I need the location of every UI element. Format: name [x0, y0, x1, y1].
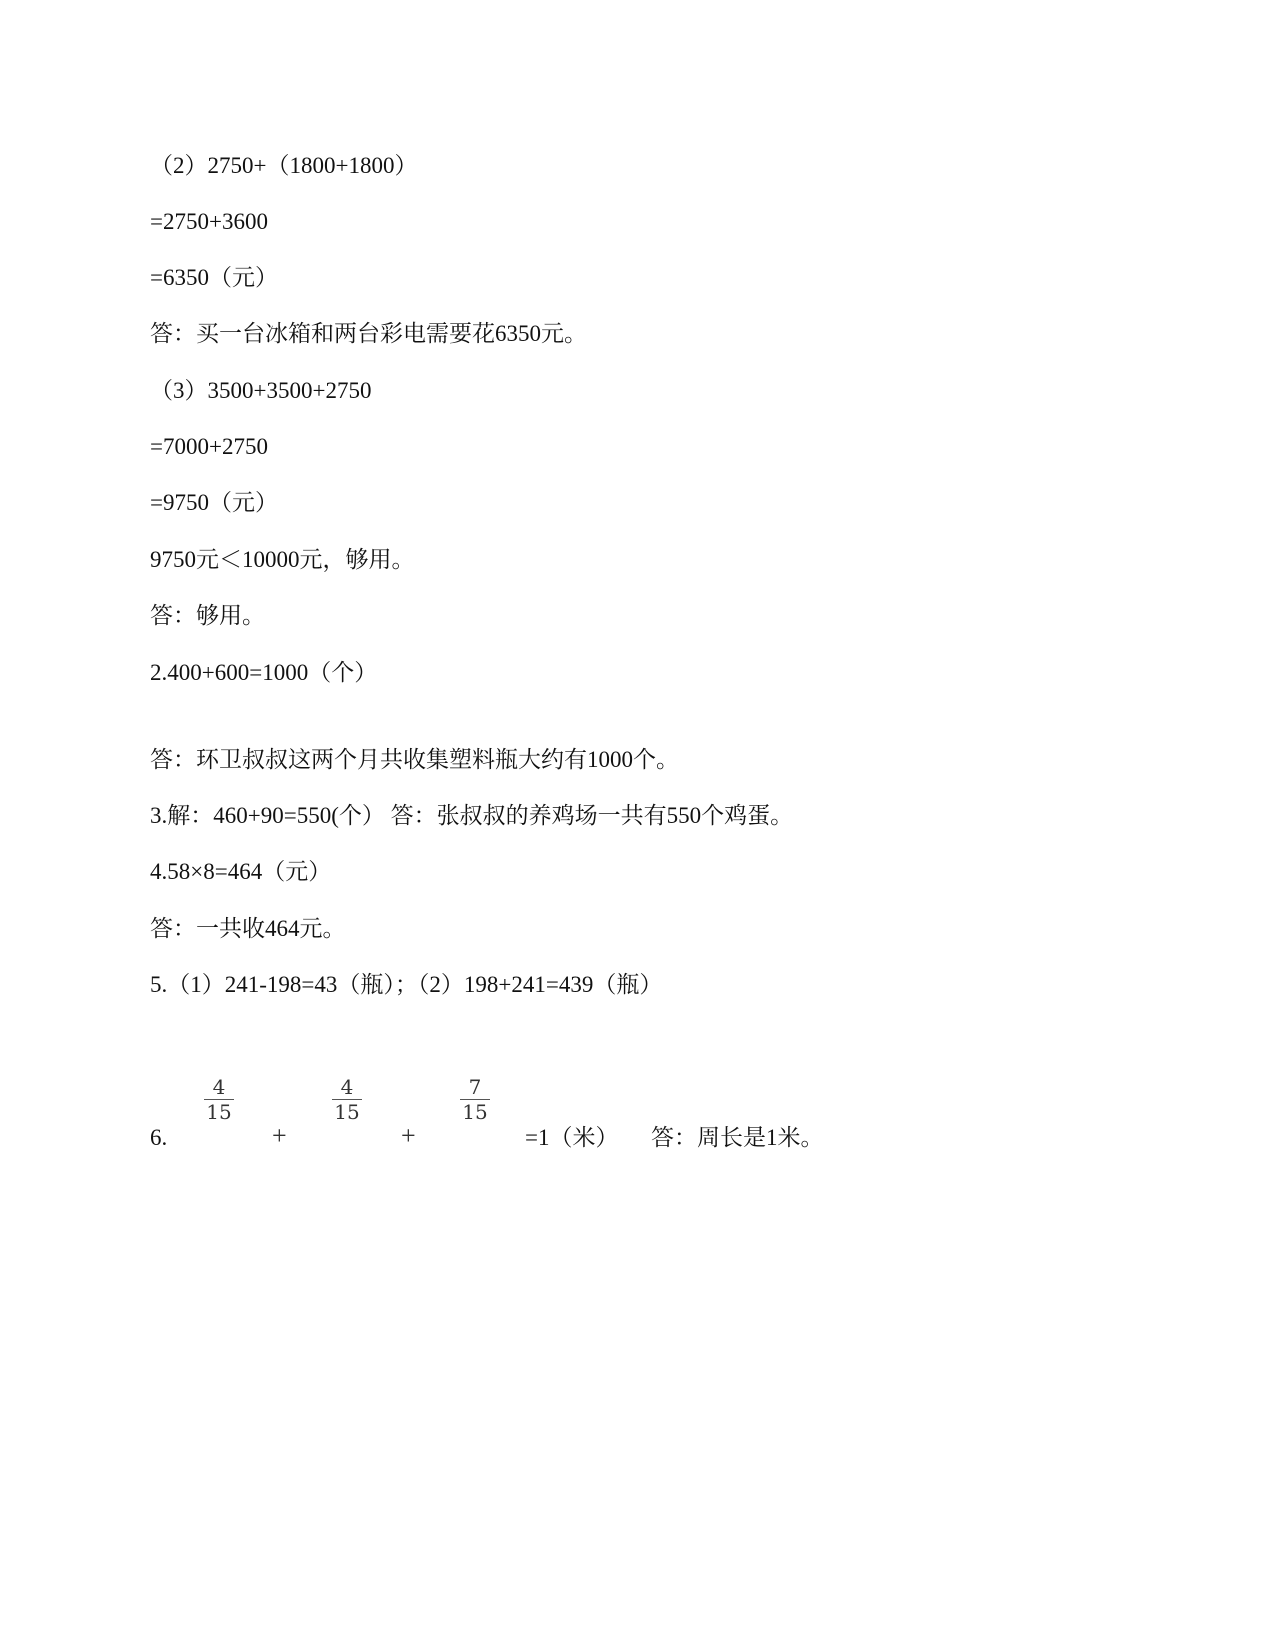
fraction-denominator: 15 — [334, 1100, 360, 1124]
solution-line: 9750元＜10000元，够用。 — [150, 547, 415, 572]
solution-line: =2750+3600 — [150, 209, 268, 234]
solution-line: 4.58×8=464（元） — [150, 859, 332, 884]
fraction-numerator: 4 — [212, 1075, 226, 1099]
fraction — [455, 1076, 495, 1123]
answer-line: 答：够用。 — [150, 603, 265, 628]
solution-line: =9750（元） — [150, 490, 278, 515]
question-number: 6. — [150, 1125, 168, 1150]
solution-line: 3.解：460+90=550(个） 答：张叔叔的养鸡场一共有550个鸡蛋。 — [150, 803, 794, 828]
solution-line: =6350（元） — [150, 265, 278, 290]
fraction-denominator: 15 — [206, 1100, 232, 1124]
fraction-numerator: 7 — [468, 1075, 482, 1099]
answer-text: 答：周长是1米。 — [651, 1125, 824, 1150]
solution-line: 5.（1）241-198=43（瓶）；（2）198+241=439（瓶） — [150, 972, 663, 997]
fraction-numerator: 4 — [340, 1075, 354, 1099]
equation-result: =1（米） — [525, 1125, 619, 1150]
solution-line: （3）3500+3500+2750 — [150, 378, 372, 403]
solution-line: =7000+2750 — [150, 434, 268, 459]
solution-line: （2）2750+（1800+1800） — [150, 153, 418, 178]
solution-line: 2.400+600=1000（个） — [150, 660, 378, 685]
answer-line: 答：一共收464元。 — [150, 916, 346, 941]
answer-line: 答：环卫叔叔这两个月共收集塑料瓶大约有1000个。 — [150, 747, 679, 772]
plus-sign: + — [272, 1121, 287, 1150]
fraction — [199, 1076, 239, 1123]
plus-sign: + — [401, 1121, 416, 1150]
fraction — [327, 1076, 367, 1123]
answer-line: 答：买一台冰箱和两台彩电需要花6350元。 — [150, 321, 587, 346]
fraction-denominator: 15 — [462, 1100, 488, 1124]
